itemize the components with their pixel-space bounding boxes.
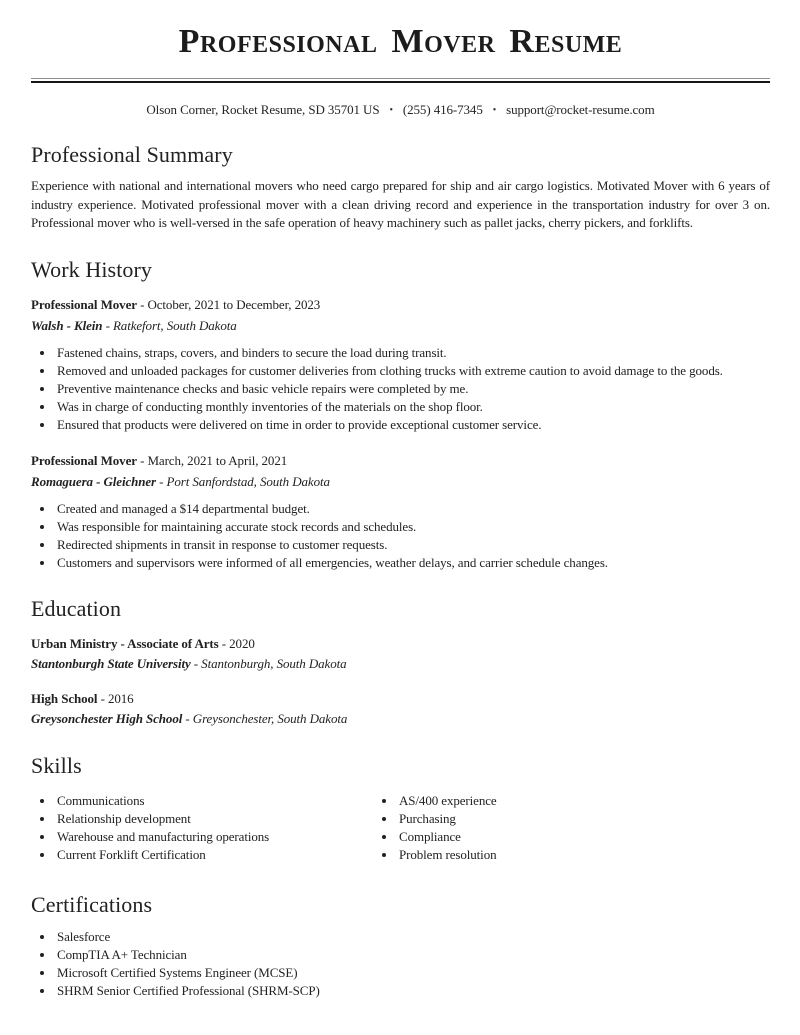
education-school-line (31, 655, 770, 674)
certification-item: • Salesforce (55, 928, 770, 946)
section-education (31, 595, 770, 729)
education-entry (31, 635, 770, 674)
job-bullet-list (31, 344, 770, 434)
certifications-heading: Certifications (31, 892, 153, 918)
skills-columns (31, 788, 770, 868)
certification-item: • CompTIA A+ Technician (55, 946, 770, 964)
job-title: Professional Mover (31, 453, 137, 469)
job-company-line (31, 473, 770, 492)
education-degree: Urban Ministry - Associate of Arts (31, 635, 219, 651)
education-year: - 2020 (218, 635, 255, 651)
job-bullet-list (31, 500, 770, 572)
job-bullet: • Preventive maintenance checks and basic vehicle repairs were completed by me. (55, 380, 770, 398)
skills-column-right (373, 788, 770, 868)
education-location: - Stantonburgh, South Dakota (190, 656, 347, 672)
job-bullet: • Redirected shipments in transit in response to customer requests. (55, 536, 770, 554)
divider-dark-line (31, 81, 770, 83)
header-divider (31, 78, 770, 83)
job-bullet: • Ensured that products were delivered on time in order to provide exceptional customer service. (55, 416, 770, 434)
professional-summary-text: Experience with national and international movers who need cargo prepared for ship and air cargo logistics. Motivated Mover with 6 years of industry experience. Motivated professional mover with a clean driving record and experience in the transportation industry for over 3 on. Professional mover who is well-versed in the safe operation of heavy machinery such as pallet jacks, cherry pickers, and forklifts. (31, 178, 770, 231)
education-heading: Education (31, 596, 122, 622)
job-company: Romaguera - Gleichner (31, 473, 157, 489)
job-bullet: • Was responsible for maintaining accurate stock records and schedules. (55, 518, 770, 536)
job-dates: - March, 2021 to April, 2021 (136, 453, 288, 469)
section-skills (31, 752, 770, 869)
job-bullet: • Was in charge of conducting monthly inventories of the materials on the shop floor. (55, 398, 770, 416)
skill-item: • Purchasing (397, 810, 770, 828)
contact-line (31, 102, 770, 118)
skill-item: • Relationship development (55, 810, 373, 828)
divider-light-line (31, 78, 770, 79)
section-professional-summary (31, 141, 770, 233)
skills-column-left (31, 788, 373, 868)
education-school: Greysonchester High School (31, 711, 183, 727)
contact-address: Olson Corner, Rocket Resume, SD 35701 US (146, 101, 380, 117)
job-bullet: • Customers and supervisors were informed of all emergencies, weather delays, and carrier schedule changes. (55, 554, 770, 572)
education-entry (31, 690, 770, 729)
skill-item: • Current Forklift Certification (55, 846, 373, 864)
job-bullet: • Created and managed a $14 departmental budget. (55, 500, 770, 518)
certifications-list (31, 928, 770, 1000)
skill-item: • Warehouse and manufacturing operations (55, 828, 373, 846)
job-title: Professional Mover (31, 297, 137, 313)
certification-item: • SHRM Senior Certified Professional (SHRM-SCP) (55, 982, 770, 1000)
job-bullet: • Fastened chains, straps, covers, and binders to secure the load during transit. (55, 344, 770, 362)
resume-title: Professional Mover Resume (178, 23, 623, 60)
skills-list-left (31, 792, 373, 864)
job-company-line (31, 317, 770, 336)
education-school: Stantonburgh State University (31, 656, 191, 672)
education-degree-line (31, 690, 770, 709)
work-history-heading: Work History (31, 256, 153, 282)
professional-summary-heading: Professional Summary (31, 141, 233, 167)
contact-email: support@rocket-resume.com (506, 101, 655, 117)
resume-header (31, 22, 770, 118)
section-certifications (31, 891, 770, 1000)
skills-list-right (373, 792, 770, 864)
job-dates: - October, 2021 to December, 2023 (136, 297, 321, 313)
education-degree: High School (31, 690, 98, 706)
skill-item: • Communications (55, 792, 373, 810)
education-school-line (31, 710, 770, 729)
job-title-line (31, 452, 770, 471)
job-entry (31, 452, 770, 572)
job-location: - Port Sanfordstad, South Dakota (156, 473, 330, 489)
education-location: - Greysonchester, South Dakota (182, 711, 348, 727)
job-company: Walsh - Klein (31, 317, 103, 333)
job-bullet: • Removed and unloaded packages for customer deliveries from clothing trucks with extreme caution to avoid damage to the goods. (55, 362, 770, 380)
skill-item: • AS/400 experience (397, 792, 770, 810)
education-year: - 2016 (97, 690, 134, 706)
skill-item: • Compliance (397, 828, 770, 846)
bullet-separator-icon: • (389, 104, 393, 116)
bullet-separator-icon: • (492, 104, 497, 116)
skills-heading: Skills (31, 752, 82, 778)
education-degree-line (31, 635, 770, 654)
skill-item: • Problem resolution (397, 846, 770, 864)
section-work-history (31, 256, 770, 573)
certification-item: • Microsoft Certified Systems Engineer (MCSE) (55, 964, 770, 982)
job-entry (31, 296, 770, 434)
job-location: - Ratkefort, South Dakota (102, 317, 237, 333)
job-title-line (31, 296, 770, 315)
contact-phone: (255) 416-7345 (402, 101, 483, 117)
